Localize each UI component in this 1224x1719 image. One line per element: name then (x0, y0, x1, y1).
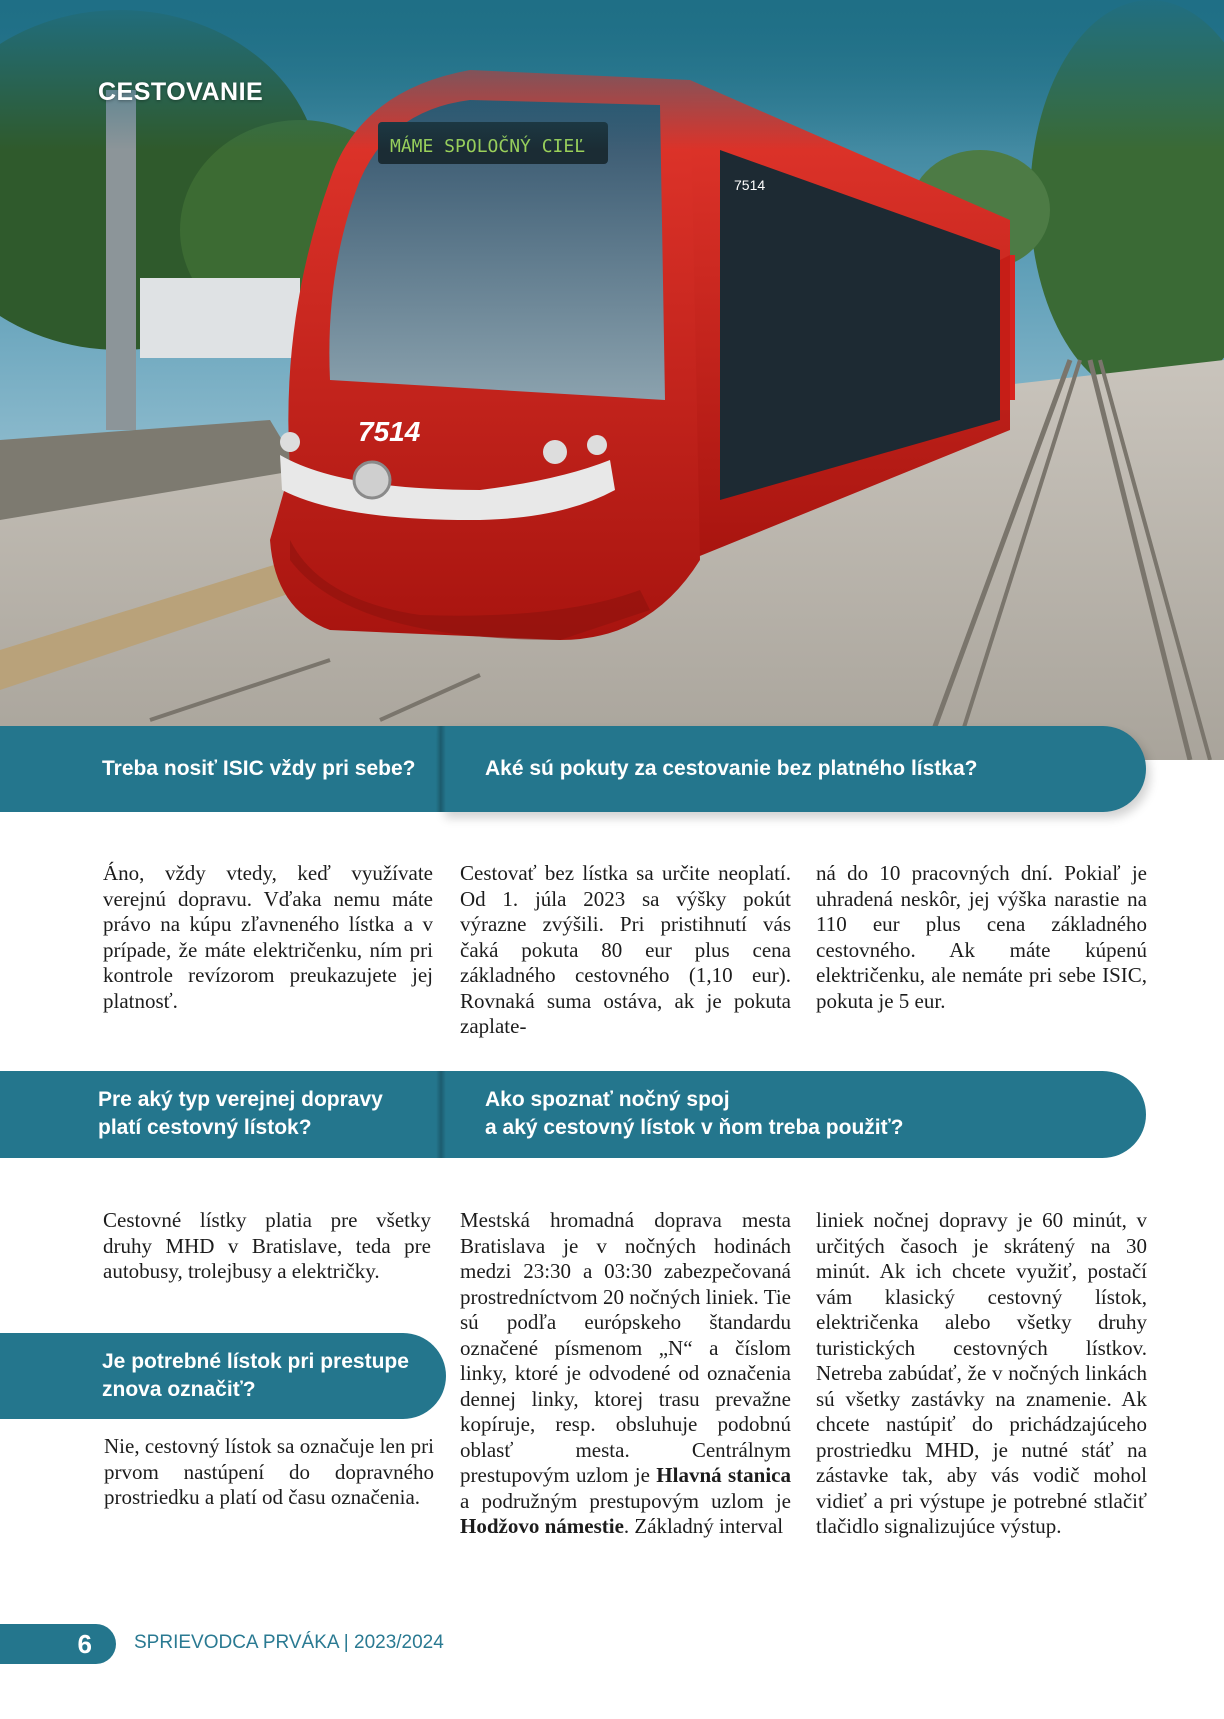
question-fines: Aké sú pokuty za cestovanie bez platného lístka? (485, 757, 978, 780)
publication-title: SPRIEVODCA PRVÁKA | 2023/2024 (134, 1632, 444, 1653)
answer-night-line-col1 (460, 1208, 791, 1540)
answer-night-line-hub2: Hodžovo námestie (460, 1514, 624, 1538)
answer-night-line-col2: liniek nočnej dopravy je 60 minút, v určitých časoch je skrátený na 30 minút. Ak ich chcete využiť, postačí vám klasický cestovný lístok, električenka alebo všetky druhy turistických cestovných lístkov. Netreba zabúdať, že v nočných linkách sú všetky zastávky na znamenie. Ak chcete nastúpiť do prichádzajúceho prostriedku MHD, je nutné stáť na zástavke tak, aby vás vodič mohol vidieť a pri výstupe je potrebné stlačiť tlačidlo signalizujúce výstup. (816, 1208, 1147, 1538)
page-number: 6 (0, 1624, 116, 1664)
answer-isic: Áno, vždy vtedy, keď využívate verejnú dopravu. Vďaka nemu máte právo na kúpu zľavneného lístka a v prípade, že máte električenku, ním pri kontrole revízorom preukazujete jej platnosť. (103, 861, 433, 1013)
tram-photo (0, 0, 1224, 760)
answer-night-line-text1: Mestská hromadná doprava mesta Bratislava je v nočných hodinách medzi 23:30 a 03:30 zabezpečovaná prostredníctvom 20 nočných liniek. Tie sú podľa európskeho štandardu označené písmenom „N“ a číslom linky, ktoré je odvodené od označenia dennej linky, ktorej trasu prevažne kopíruje, resp. obsluhuje podobnú oblasť mesta. Centrálnym prestupovým uzlom je (460, 1208, 791, 1487)
answer-transfer: Nie, cestovný lístok sa označuje len pri prvom nastúpení do dopravného prostriedku a platí od času označenia. (104, 1434, 434, 1509)
question-bar-ticket-type (0, 1071, 441, 1158)
bar-divider (436, 1071, 446, 1158)
question-bar-fines (441, 726, 1146, 812)
question-ticket-type-line1: Pre aký typ verejnej dopravy (98, 1088, 383, 1111)
tram-number: 7514 (358, 416, 421, 447)
answer-ticket-type: Cestovné lístky platia pre všetky druhy MHD v Bratislave, teda pre autobusy, trolejbusy a električky. (103, 1208, 431, 1283)
answer-fines-col1: Cestovať bez lístka sa určite neoplatí. Od 1. júla 2023 sa výšky pokút výrazne zvýšili. Pri pristihnutí vás čaká pokuta 80 eur plus cena základného cestovného (1,10 eur). Rovnaká suma ostáva, ak je pokuta zaplate- (460, 861, 791, 1038)
question-ticket-type-line2: platí cestovný lístok? (98, 1116, 312, 1139)
answer-night-line-text2: a podružným prestupovým uzlom je (460, 1488, 791, 1513)
tram-side-number: 7514 (734, 177, 766, 193)
tram-illustration (0, 0, 1224, 760)
question-night-line-line2: a aký cestovný lístok v ňom treba použiť? (485, 1116, 904, 1139)
question-transfer-line1: Je potrebné lístok pri prestupe (102, 1350, 409, 1373)
question-isic: Treba nosiť ISIC vždy pri sebe? (102, 757, 416, 780)
answer-fines-col2: ná do 10 pracovných dní. Pokiaľ je uhradená neskôr, jej výška narastie na 110 eur plus cena základného cestovného. Ak máte kúpenú električenku, ale nemáte pri sebe ISIC, pokuta je 5 eur. (816, 861, 1147, 1013)
question-transfer-line2: znova označiť? (102, 1378, 256, 1401)
answer-night-line-hub1: Hlavná stanica (656, 1463, 791, 1487)
section-label: CESTOVANIE (98, 78, 264, 106)
question-bar-transfer (0, 1333, 446, 1419)
question-bar-night-line (441, 1071, 1146, 1158)
answer-night-line-text3: . Základný interval (623, 1514, 784, 1538)
question-night-line-line1: Ako spoznať nočný spoj (485, 1088, 730, 1111)
bar-divider (436, 726, 446, 812)
question-bar-isic (0, 726, 441, 812)
